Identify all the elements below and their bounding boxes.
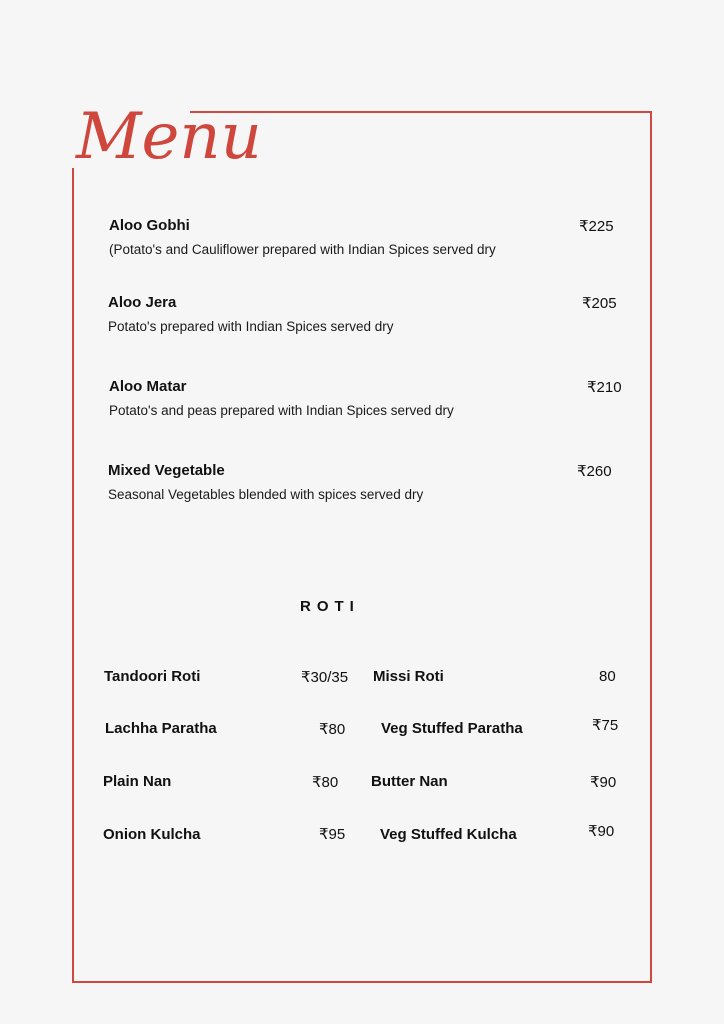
frame-bottom-border <box>72 981 652 983</box>
roti-price-lachha-paratha: ₹80 <box>319 721 346 738</box>
roti-price-plain-nan: ₹80 <box>312 774 339 791</box>
roti-name-tandoori-roti: Tandoori Roti <box>104 668 201 685</box>
frame-right-border <box>650 111 652 983</box>
roti-name-veg-stuffed-paratha: Veg Stuffed Paratha <box>381 720 523 737</box>
menu-logo-text: Menu <box>76 100 262 174</box>
dish-name-aloo-matar: Aloo Matar <box>109 378 187 395</box>
roti-price-onion-kulcha: ₹95 <box>319 826 346 843</box>
dish-price-aloo-gobhi: ₹225 <box>579 218 614 235</box>
dish-name-aloo-gobhi: Aloo Gobhi <box>109 217 190 234</box>
dish-price-mixed-vegetable: ₹260 <box>577 463 612 480</box>
dish-description-mixed-vegetable: Seasonal Vegetables blended with spices served dry <box>108 487 424 502</box>
roti-name-missi-roti: Missi Roti <box>373 668 444 685</box>
dish-price-aloo-jera: ₹205 <box>582 295 617 312</box>
roti-price-veg-stuffed-paratha: ₹75 <box>592 717 619 734</box>
roti-price-missi-roti: 80 <box>599 668 616 685</box>
roti-name-lachha-paratha: Lachha Paratha <box>105 720 217 737</box>
roti-price-veg-stuffed-kulcha: ₹90 <box>588 823 615 840</box>
dish-description-aloo-matar: Potato's and peas prepared with Indian Spices served dry <box>109 403 454 418</box>
dish-description-aloo-jera: Potato's prepared with Indian Spices served dry <box>108 319 394 334</box>
roti-name-veg-stuffed-kulcha: Veg Stuffed Kulcha <box>380 826 517 843</box>
dish-name-mixed-vegetable: Mixed Vegetable <box>108 462 225 479</box>
section-title-roti: ROTI <box>300 598 360 615</box>
dish-price-aloo-matar: ₹210 <box>587 379 622 396</box>
roti-price-tandoori-roti: ₹30/35 <box>301 669 349 686</box>
roti-price-butter-nan: ₹90 <box>590 774 617 791</box>
menu-logo <box>74 80 262 180</box>
dish-description-aloo-gobhi: (Potato's and Cauliflower prepared with Indian Spices served dry <box>109 242 496 257</box>
roti-name-onion-kulcha: Onion Kulcha <box>103 826 201 843</box>
roti-name-butter-nan: Butter Nan <box>371 773 448 790</box>
roti-name-plain-nan: Plain Nan <box>103 773 172 790</box>
dish-name-aloo-jera: Aloo Jera <box>108 294 177 311</box>
frame-left-border <box>72 168 74 983</box>
